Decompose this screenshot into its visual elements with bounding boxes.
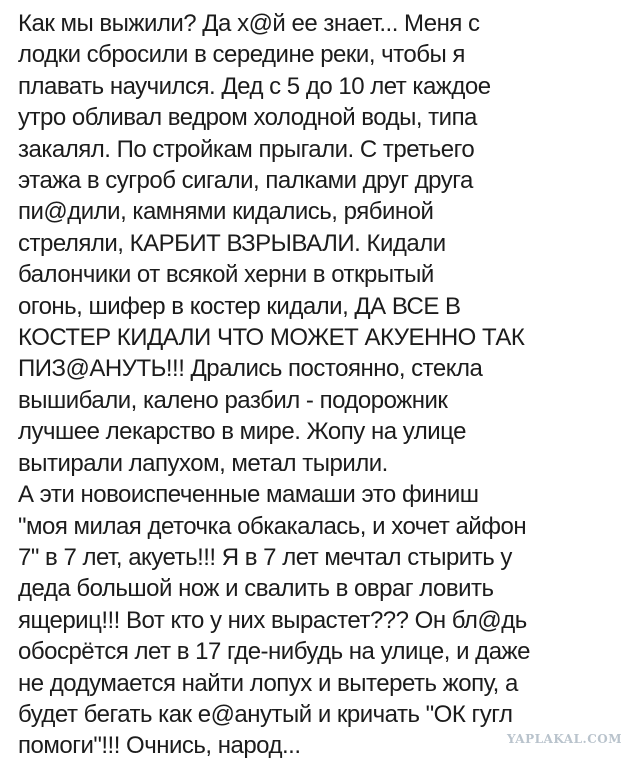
post-line: плавать научился. Дед с 5 до 10 лет каждое <box>18 72 491 100</box>
post-line: пи@дили, камнями кидались, рябиной <box>18 198 434 226</box>
post-line: обосрётся лет в 17 где-нибудь на улице, и даже <box>18 638 530 666</box>
post-line: этажа в сугроб сигали, палками друг друга <box>18 167 473 195</box>
post-line: утро обливал ведром холодной воды, типа <box>18 104 477 132</box>
post-line: А эти новоиспеченные мамаши это финиш <box>18 481 479 509</box>
post-line: вытирали лапухом, метал тырили. <box>18 449 388 477</box>
post-line: ящериц!!! Вот кто у них вырастет??? Он бл@дь <box>18 606 527 634</box>
post-line: не додумается найти лопух и вытереть жопу, а <box>18 669 518 697</box>
post-line: лучшее лекарство в мире. Жопу на улице <box>18 418 466 446</box>
post-line: 7" в 7 лет, акуеть!!! Я в 7 лет мечтал стырить у <box>18 543 512 571</box>
post-line: "моя милая деточка обкакалась, и хочет айфон <box>18 512 527 540</box>
post-line: вышибали, калено разбил - подорожник <box>18 386 448 414</box>
post-line: лодки сбросили в середине реки, чтобы я <box>18 41 465 69</box>
post-line: закалял. По стройкам прыгали. С третьего <box>18 135 475 163</box>
post-line: стреляли, КАРБИТ ВЗРЫВАЛИ. Кидали <box>18 229 446 257</box>
post-line: балончики от всякой херни в открытый <box>18 261 434 289</box>
post-line: Как мы выжили? Да х@й ее знает... Меня с <box>18 10 480 37</box>
post-line: будет бегать как е@анутый и кричать "ОК гугл <box>18 700 513 728</box>
post-text <box>18 8 630 762</box>
post-line: ПИЗ@АНУТЬ!!! Дрались постоянно, стекла <box>18 355 483 383</box>
post-line: помоги"!!! Очнись, народ... <box>18 732 301 760</box>
post-line: деда большой нож и свалить в овраг ловить <box>18 575 494 603</box>
watermark: YAPLAKAL.COM <box>506 732 622 746</box>
post-line: КОСТЕР КИДАЛИ ЧТО МОЖЕТ АКУЕННО ТАК <box>18 324 525 352</box>
post-line: огонь, шифер в костер кидали, ДА ВСЕ В <box>18 292 461 320</box>
